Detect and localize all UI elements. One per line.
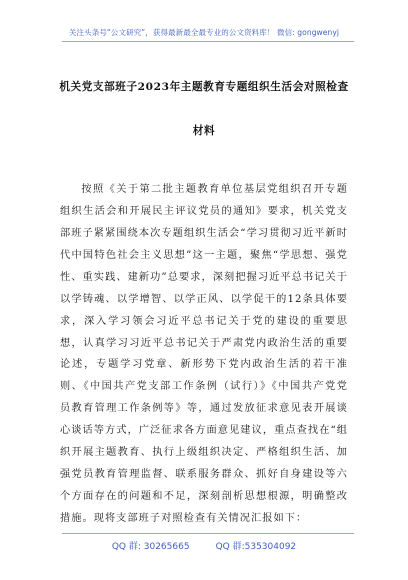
document-subtitle: 材料 — [192, 125, 216, 137]
footer-qq-group-2: QQ 群:535304092 — [215, 542, 297, 552]
body-paragraph: 按照《关于第二批主题教育单位基层党组织召开专题组织生活会和开展民主评议党员的通知》要求，机关党支部班子紧紧围绕本次专题组织生活会“学习贯彻习近平新时代中国特色社会主义思想”这一主题，聚焦“学思想、强党性、重实践、建新功”总要求，深刻把握习近平总书记关于以学铸魂、以学增智、以学正风、以学促干的12条具体要求，深入学习领会习近平总书记关于党的建设的重要思想，认真学习习近平总书记关于严肃党内政治生活的重要论述，专题学习党章、新形势下党内政治生活的若干准则、《中国共产党支部工作条例（试行）》《中国共产党党员教育管理工作条例等》等，通过发放征求意见表开展谈心谈话等方式，广泛征求各方面意见建议，重点查找在“组织开展主题教育、执行上级组织决定、严格组织生活、加强党员教育管理监督、联系服务群众、抓好自身建设等六个方面存在的问题和不足，深刻剖析思想根源，明确整改措施。现将支部班子对照检查有关情况汇报如下： — [60, 184, 348, 524]
footer-qq-group-1: QQ 群: 30265665 — [111, 542, 190, 552]
footer-divider — [62, 533, 354, 534]
header-divider — [62, 41, 354, 42]
document-title: 机关党支部班子2023年主题教育专题组织生活会对照检查 — [59, 81, 349, 93]
header-banner: 关注头条号“公文研究”，获得最新最全最专业的公文资料库！ 微信: gongwenyj — [68, 28, 340, 37]
footer — [0, 539, 408, 552]
